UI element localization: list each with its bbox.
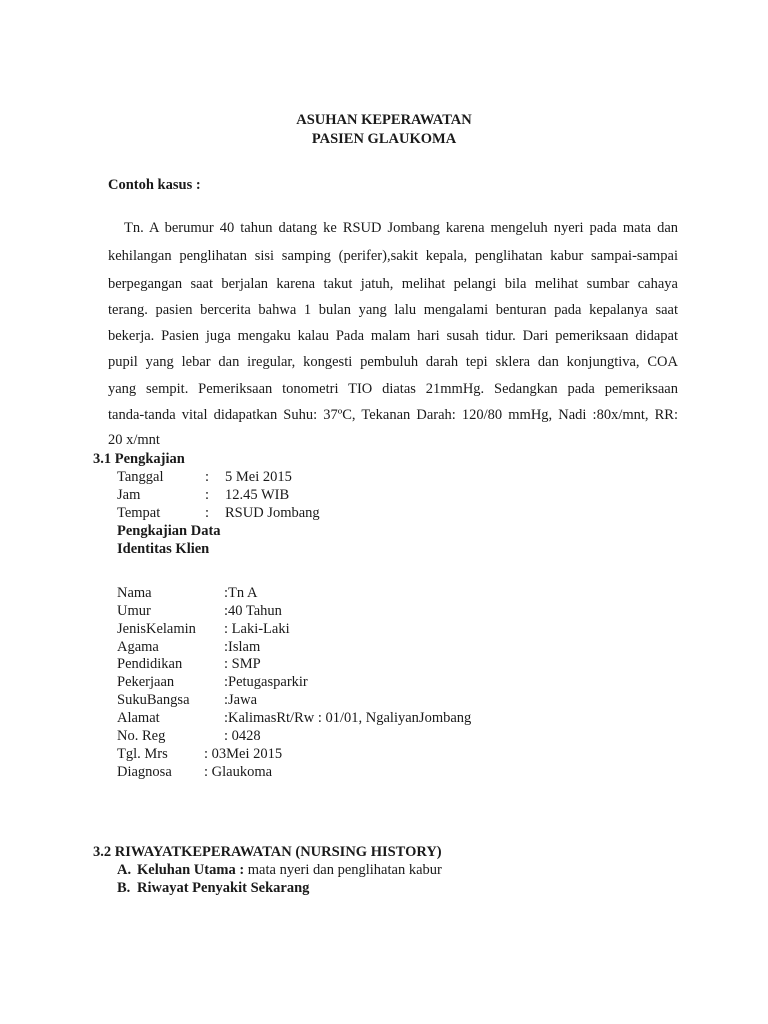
row-label: Agama	[117, 639, 159, 655]
case-label: Contoh kasus :	[108, 177, 201, 193]
row-label: Diagnosa	[117, 764, 172, 780]
row-colon: :	[205, 505, 210, 521]
row-value: :Tn A	[224, 585, 258, 601]
row-label: No. Reg	[117, 728, 166, 744]
subheading-pengkajian-data: Pengkajian Data	[117, 523, 221, 539]
row-value: : Laki-Laki	[224, 621, 290, 637]
section-3-2-heading: 3.2 RIWAYATKEPERAWATAN (NURSING HISTORY)	[93, 844, 442, 860]
item-marker: B.	[117, 880, 131, 896]
row-label: Tgl. Mrs	[117, 746, 168, 762]
paragraph-line: berpegangan saat berjalan karena takut jatuh, melihat pelangi bila melihat sumbar cahaya	[108, 276, 678, 292]
document-title-line1: ASUHAN KEPERAWATAN	[296, 112, 472, 128]
row-value: :Islam	[224, 639, 261, 655]
row-value: : Glaukoma	[204, 764, 273, 780]
row-value: :KalimasRt/Rw : 01/01, NgaliyanJombang	[224, 710, 472, 726]
item-text: mata nyeri dan penglihatan kabur	[244, 862, 442, 878]
row-label: Nama	[117, 585, 152, 601]
item-label: Riwayat Penyakit Sekarang	[137, 880, 310, 896]
row-value: RSUD Jombang	[225, 505, 320, 521]
row-value: : SMP	[224, 656, 261, 672]
row-value: : 03Mei 2015	[204, 746, 283, 762]
item-label: Keluhan Utama :	[137, 862, 245, 878]
row-value: :Jawa	[224, 692, 258, 708]
row-value: :Petugasparkir	[224, 674, 308, 690]
history-item-b	[117, 879, 309, 897]
row-value: 5 Mei 2015	[225, 469, 292, 485]
row-label: Alamat	[117, 710, 160, 726]
subheading-identitas-klien: Identitas Klien	[117, 541, 210, 557]
paragraph-line: yang sempit. Pemeriksaan tonometri TIO diatas 21mmHg. Sedangkan pada pemeriksaan	[108, 381, 678, 397]
row-label: Pendidikan	[117, 656, 183, 672]
row-label: SukuBangsa	[117, 692, 190, 708]
paragraph-line: terang. pasien bercerita bahwa 1 bulan yang lalu mengalami benturan pada kepalanya saat	[108, 302, 678, 318]
row-colon: :	[205, 469, 210, 485]
row-label: Tanggal	[117, 469, 164, 485]
document-title-line2: PASIEN GLAUKOMA	[311, 131, 457, 147]
history-item-a	[117, 861, 442, 879]
row-label: Umur	[117, 603, 151, 619]
paragraph-line: bekerja. Pasien juga mengaku kalau Pada malam hari susah tidur. Dari pemeriksaan didapat	[108, 328, 678, 344]
row-label: Tempat	[117, 505, 161, 521]
paragraph-line: Tn. A berumur 40 tahun datang ke RSUD Jombang karena mengeluh nyeri pada mata dan	[124, 220, 678, 236]
paragraph-line: pupil yang lebar dan iregular, kongesti pembuluh darah tepi sklera dan konjungtiva, COA	[108, 354, 678, 370]
row-label: JenisKelamin	[117, 621, 196, 637]
paragraph-line: tanda-tanda vital didapatkan Suhu: 37ºC, Tekanan Darah: 120/80 mmHg, Nadi :80x/mnt, RR:	[108, 407, 678, 423]
section-3-1-heading: 3.1 Pengkajian	[93, 451, 185, 467]
item-marker: A.	[117, 862, 132, 878]
row-value: 12.45 WIB	[225, 487, 290, 503]
paragraph-line: 20 x/mnt	[108, 432, 160, 448]
row-label: Pekerjaan	[117, 674, 175, 690]
paragraph-line: kehilangan penglihatan sisi samping (perifer),sakit kepala, penglihatan kabur sampai-sampai	[108, 248, 678, 264]
row-label: Jam	[117, 487, 141, 503]
row-colon: :	[205, 487, 210, 503]
row-value: : 0428	[224, 728, 261, 744]
row-value: :40 Tahun	[224, 603, 282, 619]
